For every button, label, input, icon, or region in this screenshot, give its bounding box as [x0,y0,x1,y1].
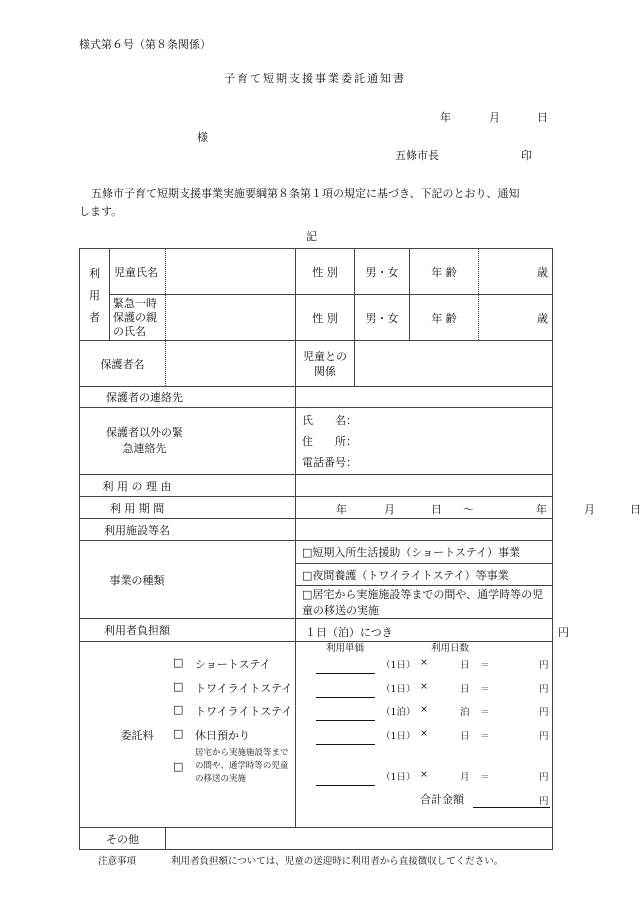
other-label: その他 [80,828,166,850]
total-yen: 円 [539,796,549,807]
fee-checkbox[interactable]: □ [173,703,184,716]
relation-label: 児童との関係 [296,341,355,387]
facility-field[interactable] [296,519,553,541]
body-text-line1: 五條市子育て短期支援事業実施要綱第８条第１項の規定に基づき、下記のとおり、通知 [91,187,520,200]
period-label: 利 用 期 間 [80,497,296,519]
fee-header-days: 利用日数 [431,643,470,654]
fee-header-price: 利用単価 [326,643,365,654]
total-label: 合計金額 [420,793,464,806]
other-field[interactable] [166,828,553,850]
age-label: 年 齢 [410,249,479,295]
relation-field[interactable] [355,341,553,387]
emergency-parent-label: 緊急一時保護の親の氏名 [110,295,166,341]
reason-label: 利 用 の 理 由 [80,475,296,497]
facility-label: 利用施設等名 [80,519,296,541]
document-title: 子育て短期支援事業委託通知書 [224,72,406,85]
guardian-contact-label: 保護者の連絡先 [80,387,296,408]
issuer: 五條市長 [395,149,439,162]
seal-mark: 印 [521,149,532,162]
guardian-contact-field[interactable] [296,387,553,408]
guardian-name-label: 保護者名 [80,341,166,387]
fee-checkbox[interactable]: □ [173,727,184,740]
user-group-label: 利 用 者 [80,249,110,341]
service-type-label: 事業の種類 [80,541,296,619]
ki-label: 記 [306,230,317,243]
age-label-2: 年 齢 [410,295,479,341]
child-name-label: 児童氏名 [110,249,166,295]
age-unit-2[interactable]: 歳 [479,295,553,341]
date-year: 年 [440,111,451,124]
form-table [79,248,641,850]
body-text-line2: します。 [79,205,123,218]
ec-address: 住 所： [302,434,357,448]
child-name-field[interactable] [166,249,296,295]
ec-name: 氏 名： [302,413,357,427]
period-field[interactable]: 年 月 日 ～ 年 月 日 [296,497,553,519]
fee-label: 委託料 [80,642,296,828]
gender-choice-2[interactable]: 男・女 [355,295,410,341]
note-text: 利用者負担額については、児童の送迎時に利用者から直接徴収してください。 [171,856,504,867]
reason-field[interactable] [296,475,553,497]
note-label: 注意事項 [98,856,137,867]
guardian-name-field[interactable] [166,341,296,387]
fee-checkbox[interactable]: □ [173,680,184,693]
service-option-short-stay[interactable]: □短期入所生活援助（ショートステイ）事業 [296,541,553,564]
date-month: 月 [489,111,500,124]
total-line [473,807,550,808]
gender-label-2: 性 別 [296,295,355,341]
gender-label: 性 別 [296,249,355,295]
age-unit[interactable]: 歳 [479,249,553,295]
emergency-contact-fields[interactable] [296,408,553,475]
service-option-twilight[interactable]: □夜間養護（トワイライトステイ）等事業 [296,564,553,586]
emergency-contact-label: 保護者以外の緊急連絡先 [80,408,296,475]
recipient-suffix: 様 [197,131,208,144]
form-number: 様式第６号（第８条関係） [79,38,211,51]
date-day: 日 [537,111,548,124]
emergency-parent-field[interactable] [166,295,296,341]
burden-field[interactable]: １日（泊）につき 円 [296,619,553,642]
fee-checkbox[interactable]: □ [173,760,184,773]
gender-choice[interactable]: 男・女 [355,249,410,295]
burden-label: 利用者負担額 [80,619,296,642]
service-option-transport[interactable]: □居宅から実施施設等までの間や、通学時等の児童の移送の実施 [296,586,553,619]
fee-checkbox[interactable]: □ [173,656,184,669]
ec-phone: 電話番号： [302,455,357,469]
